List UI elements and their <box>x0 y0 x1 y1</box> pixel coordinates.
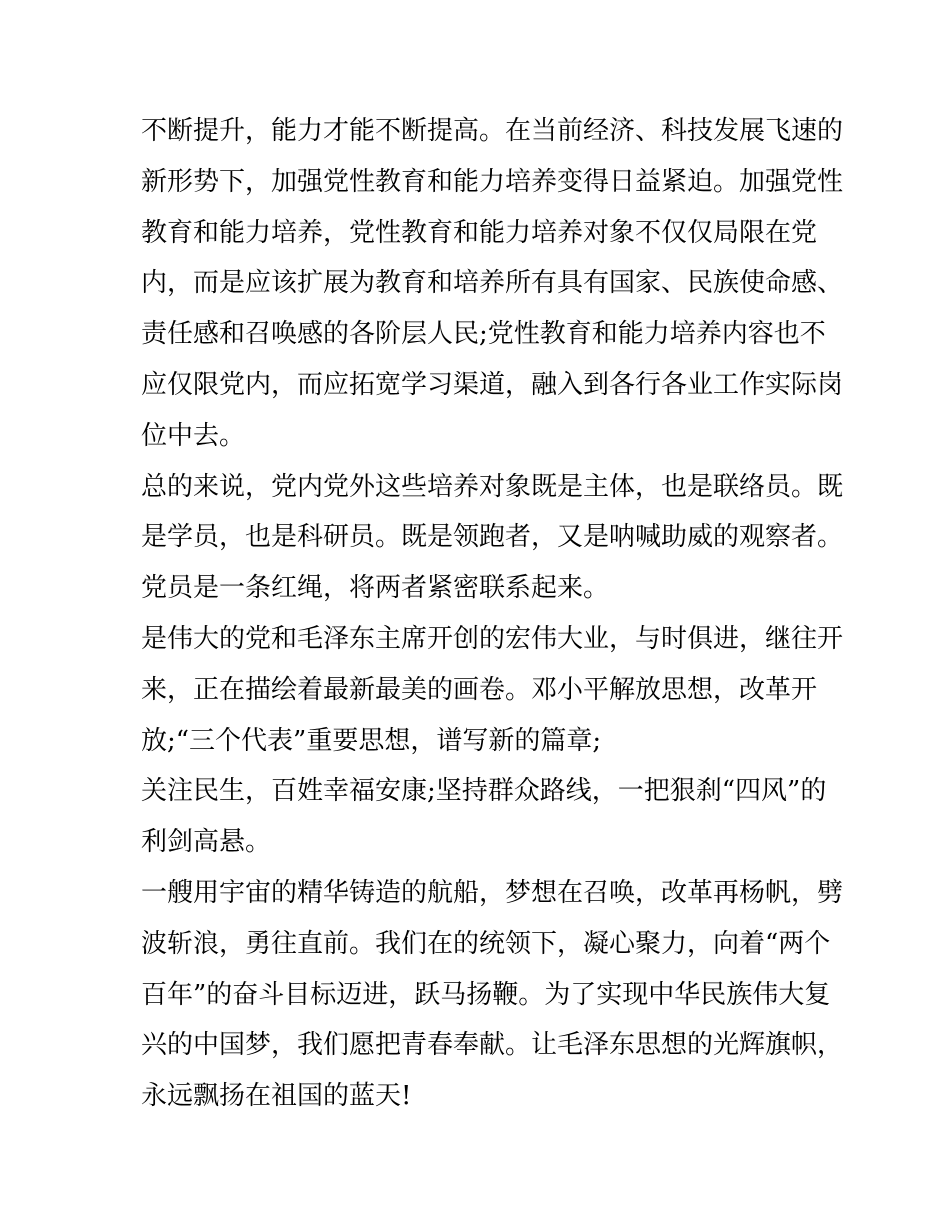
text-line: 来，正在描绘着最新最美的画卷。邓小平解放思想，改革开 <box>141 674 818 705</box>
text-line: 内，而是应该扩展为教育和培养所有具有国家、民族使命感、 <box>141 268 844 299</box>
text-line: 责任感和召唤感的各阶层人民;党性教育和能力培养内容也不 <box>141 319 826 350</box>
text-line: 是伟大的党和毛泽东主席开创的宏伟大业，与时俱进，继往开 <box>141 623 844 654</box>
text-line: 波斩浪，勇往直前。我们在的统领下，凝心聚力，向着“两个 <box>141 928 831 959</box>
text-line: 新形势下，加强党性教育和能力培养变得日益紧迫。加强党性 <box>141 166 844 197</box>
text-line: 是学员，也是科研员。既是领跑者，又是呐喊助威的观察者。 <box>141 522 844 553</box>
text-line: 关注民生，百姓幸福安康;坚持群众路线，一把狠刹“四风”的 <box>141 776 827 807</box>
text-line: 利剑高悬。 <box>141 827 272 858</box>
text-line: 应仅限党内，而应拓宽学习渠道，融入到各行各业工作实际岗 <box>141 369 844 400</box>
text-line: 党员是一条红绳，将两者紧密联系起来。 <box>141 573 610 604</box>
text-line: 总的来说，党内党外这些培养对象既是主体，也是联络员。既 <box>141 471 844 502</box>
text-line: 一艘用宇宙的精华铸造的航船，梦想在召唤，改革再杨帆，劈 <box>141 877 844 908</box>
text-line: 教育和能力培养，党性教育和能力培养对象不仅仅局限在党 <box>141 217 818 248</box>
text-line: 放;“三个代表”重要思想，谱写新的篇章; <box>141 725 602 756</box>
text-line: 不断提升，能力才能不断提高。在当前经济、科技发展飞速的 <box>141 116 844 146</box>
text-line: 永远飘扬在祖国的蓝天! <box>141 1081 412 1112</box>
body-text <box>141 106 844 1122</box>
text-line: 兴的中国梦，我们愿把青春奉献。让毛泽东思想的光辉旗帜， <box>141 1030 844 1061</box>
text-line: 百年”的奋斗目标迈进，跃马扬鞭。为了实现中华民族伟大复 <box>141 979 831 1010</box>
text-line: 位中去。 <box>141 420 246 451</box>
